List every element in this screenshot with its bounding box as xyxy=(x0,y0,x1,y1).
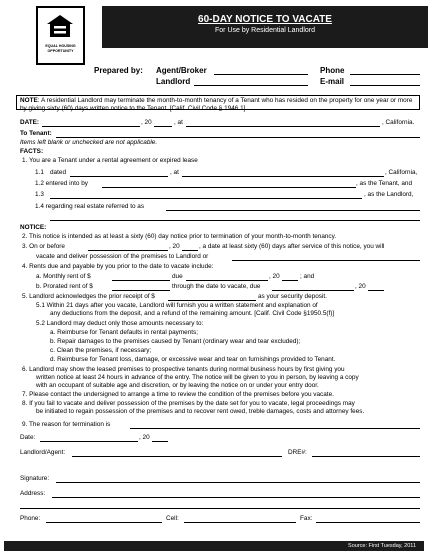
notice-4b-mid: through the date to vacate, due xyxy=(172,283,261,290)
fact-1-2-end: , as the Tenant, and xyxy=(356,180,413,187)
note-box xyxy=(16,95,420,110)
notice-8b: be initiated to regain possession of the premises and to recover rent owed, treble damages, costs and attorney fees. xyxy=(36,408,365,415)
house-icon xyxy=(46,14,74,38)
sig-date-20: , 20 xyxy=(139,434,150,441)
fact-1: 1. You are a Tenant under a rental agreement or expired lease xyxy=(22,157,198,164)
date-year-field[interactable] xyxy=(154,126,172,127)
fact-1-1-date-field[interactable] xyxy=(70,176,168,177)
notice-4a: a. Monthly rent of $ xyxy=(36,273,91,280)
notice-7: 7. Please contact the undersigned to arrange a time to review the condition of the premises before you vacate. xyxy=(22,391,334,398)
notice-3c: , a date at least sixty (60) days after service of this notice, you will xyxy=(199,243,385,250)
fact-1-2: 1.2 entered into by xyxy=(35,180,88,187)
date-field[interactable] xyxy=(42,126,140,127)
notice-6b: written notice at least 24 hours in advance of the entry. The notice will be given to you in person, by leaving a copy xyxy=(36,374,359,381)
notice-5-2b: b. Repair damages to the premises caused by Tenant (ordinary wear and tear excluded); xyxy=(50,338,301,345)
notice-4a-due-field[interactable] xyxy=(186,280,268,281)
sig-date-field[interactable] xyxy=(40,441,138,442)
notice-8a: 8. If you fail to vacate and deliver possession of the premises by the date set for you to vacate, legal proceedings may xyxy=(22,400,355,407)
to-tenant-label: To Tenant: xyxy=(20,130,52,137)
notice-5-deposit-field[interactable] xyxy=(168,300,256,301)
logo-caption-2: OPPORTUNITY xyxy=(47,49,74,53)
notice-2: 2. This notice is intended as at least a sixty (60) day notice prior to termination of your month-to-month tenancy. xyxy=(22,233,337,240)
notice-4b-20: , 20 xyxy=(355,283,366,290)
prepared-by-label: Prepared by: xyxy=(94,66,143,75)
sig-date-label: Date: xyxy=(20,434,36,441)
form-title: 60-DAY NOTICE TO VACATE xyxy=(198,14,332,25)
landlord-label: Landlord xyxy=(156,77,191,86)
notice-4a-20: , 20 xyxy=(269,273,280,280)
fact-1-3-field[interactable] xyxy=(50,198,362,199)
fax-label: Fax: xyxy=(300,515,313,522)
date-city-field[interactable] xyxy=(186,126,380,127)
notice-5-end: as your security deposit. xyxy=(258,293,327,300)
logo-caption-1: EQUAL HOUSING xyxy=(45,44,76,48)
notice-4: 4. Rents due and payable by you prior to the date to vacate include: xyxy=(22,263,214,270)
address-field-2[interactable] xyxy=(20,508,420,509)
notice-4b-due-field[interactable] xyxy=(272,290,354,291)
phone-label: Phone xyxy=(320,66,345,75)
fact-1-3: 1.3 xyxy=(35,191,44,198)
fact-1-1-dated: dated xyxy=(50,169,66,176)
fact-1-3-end: , as the Landlord, xyxy=(364,191,414,198)
email-label: E-mail xyxy=(320,77,345,86)
form-header xyxy=(4,2,424,94)
notice-4a-amount-field[interactable] xyxy=(112,280,170,281)
date-year-label: , 20 xyxy=(141,119,152,126)
notice-5-2d: d. Reimburse for Tenant loss, damage, or excessive wear and tear on furnishings provided to Tenant. xyxy=(50,356,336,363)
notice-4b-year-field[interactable] xyxy=(368,290,384,291)
note-text: : A residential Landlord may terminate the month-to-month tenancy of a Tenant who has resided on the property for one year or more by giving sixty (60) days written notice to the Tenant. [Calif. Civil Code § 1946.1] xyxy=(20,97,413,112)
items-left-blank: Items left blank or unchecked are not applicable. xyxy=(20,139,158,146)
notice-3-date-field[interactable] xyxy=(88,250,168,251)
notice-5-2a: a. Reimburse for Tenant defaults in rental payments; xyxy=(50,329,199,336)
title-bar xyxy=(102,6,428,48)
notice-5-2c: c. Clean the premises, if necessary; xyxy=(50,347,152,354)
notice-3-agent-field[interactable] xyxy=(232,260,420,261)
fax-field[interactable] xyxy=(316,522,420,523)
phone-sig-field[interactable] xyxy=(46,522,162,523)
agent-broker-field[interactable] xyxy=(214,74,308,75)
cell-field[interactable] xyxy=(184,522,296,523)
fact-1-2-field[interactable] xyxy=(102,187,356,188)
form-subtitle: For Use by Residential Landlord xyxy=(215,27,315,34)
note-label: NOTE xyxy=(20,97,38,104)
notice-3d: vacate and deliver possession of the premises to Landlord or xyxy=(36,253,209,260)
dre-field[interactable] xyxy=(312,456,420,457)
footer-source: Source: First Tuesday, 2011 xyxy=(348,543,416,549)
landlord-field[interactable] xyxy=(194,85,308,86)
notice-4a-due: due xyxy=(172,273,183,280)
email-field[interactable] xyxy=(350,85,420,86)
notice-4b: b. Prorated rent of $ xyxy=(36,283,93,290)
date-at-label: , at xyxy=(174,119,183,126)
agent-broker-label: Agent/Broker xyxy=(156,66,207,75)
cell-label: Cell: xyxy=(166,515,179,522)
notice-4a-year-field[interactable] xyxy=(282,280,298,281)
signature-label: Signature: xyxy=(20,475,50,482)
notice-9-reason-field[interactable] xyxy=(130,428,420,429)
landlord-agent-field[interactable] xyxy=(72,456,282,457)
date-california: , California. xyxy=(382,119,415,126)
fact-1-1-num: 1.1 xyxy=(35,169,44,176)
notice-3b: , 20 xyxy=(169,243,180,250)
notice-3a: 3. On or before xyxy=(22,243,65,250)
notice-5-2: 5.2 Landlord may deduct only those amounts necessary to: xyxy=(36,320,204,327)
footer-bar xyxy=(4,541,424,551)
fact-1-4-field[interactable] xyxy=(166,210,420,211)
phone-field[interactable] xyxy=(350,74,420,75)
facts-label: FACTS: xyxy=(20,148,44,155)
fact-1-1-city-field[interactable] xyxy=(182,176,384,177)
notice-4a-and: ; and xyxy=(300,273,315,280)
notice-label: NOTICE: xyxy=(20,224,47,231)
address-label: Address: xyxy=(20,490,46,497)
fact-1-1-california: , California, xyxy=(385,169,418,176)
fact-1-4-field-2[interactable] xyxy=(50,220,420,221)
notice-9: 9. The reason for termination is xyxy=(22,421,111,428)
address-field[interactable] xyxy=(52,497,420,498)
fact-1-4: 1.4 regarding real estate referred to as xyxy=(35,203,145,210)
notice-6a: 6. Landlord may show the leased premises to prospective tenants during normal business hours by first giving you xyxy=(22,366,345,373)
fact-1-1-at: , at xyxy=(170,169,179,176)
notice-6c: with an occupant of suitable age and discretion, or by leaving the notice on or under your entry door. xyxy=(36,382,319,389)
dre-label: DRE#: xyxy=(288,449,307,456)
notice-4b-amount-field[interactable] xyxy=(112,290,170,291)
landlord-agent-label: Landlord/Agent: xyxy=(20,449,66,456)
notice-3-year-field[interactable] xyxy=(182,250,198,251)
sig-year-field[interactable] xyxy=(152,441,168,442)
notice-5: 5. Landlord acknowledges the prior receipt of $ xyxy=(22,293,155,300)
notice-5-1a: 5.1 Within 21 days after you vacate, Landlord will furnish you a written statement and explanation of xyxy=(36,302,318,309)
phone-sig-label: Phone: xyxy=(20,515,41,522)
tenant-field[interactable] xyxy=(56,137,420,138)
notice-5-1b: any deductions from the deposit, and a refund of the remaining amount. [Calif. Civil Code §1950.5(f)] xyxy=(50,310,335,317)
equal-housing-logo xyxy=(36,6,85,65)
date-label: DATE: xyxy=(20,119,40,126)
signature-field[interactable] xyxy=(56,482,420,483)
